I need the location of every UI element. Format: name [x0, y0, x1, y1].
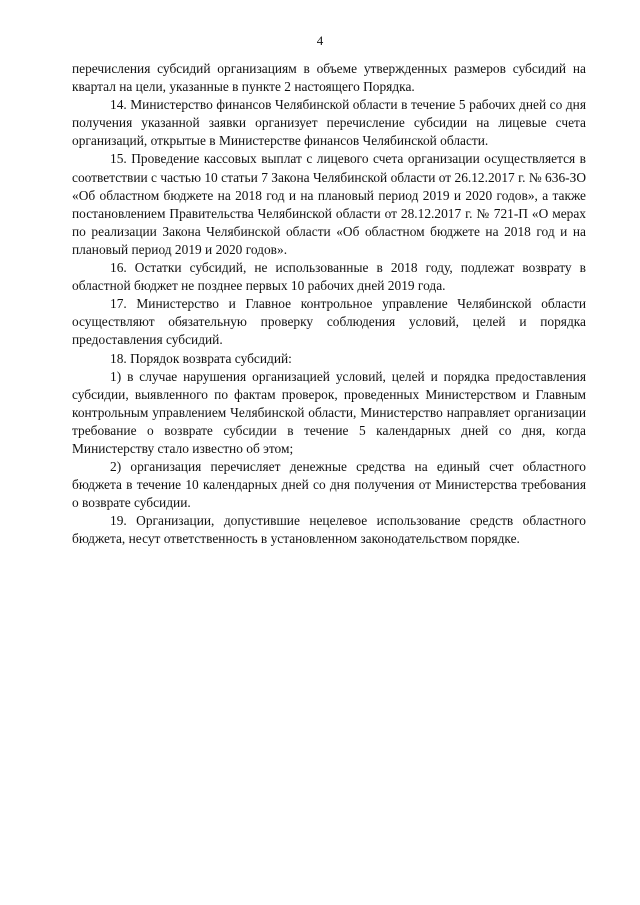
- paragraph-18-item-1: 1) в случае нарушения организацией условий, целей и порядка предоставления субсидии, выявленного по фактам проверок, проведенных Министерством и Главным контрольным управлением Челябинской области, Министерство направляет организации требование о возврате субсидии в течение 5 календарных дней со дня, когда Министерству стало известно об этом;: [72, 368, 586, 456]
- paragraph-18: 18. Порядок возврата субсидий:: [110, 350, 292, 366]
- paragraph-16: 16. Остатки субсидий, не использованные в 2018 году, подлежат возврату в областной бюджет не позднее первых 10 рабочих дней 2019 года.: [72, 260, 586, 294]
- paragraph-14: 14. Министерство финансов Челябинской области в течение 5 рабочих дней со дня получения указанной заявки организует перечисление субсидии на лицевые счета организаций, открытые в Министерстве финансов Челябинской области.: [72, 97, 586, 149]
- document-body: [72, 60, 586, 549]
- paragraph-continuation: перечисления субсидий организациям в объеме утвержденных размеров субсидий на квартал на цели, указанные в пункте 2 настоящего Порядка.: [72, 61, 586, 95]
- paragraph-18-item-2: 2) организация перечисляет денежные средства на единый счет областного бюджета в течение 10 календарных дней со дня получения от Министерства требования о возврате субсидии.: [72, 459, 586, 511]
- paragraph-19: 19. Организации, допустившие нецелевое использование средств областного бюджета, несут ответственность в установленном законодательством порядке.: [72, 513, 586, 547]
- paragraph-15: 15. Проведение кассовых выплат с лицевого счета организации осуществляется в соответствии с частью 10 статьи 7 Закона Челябинской области от 26.12.2017 г. № 636-ЗО «Об областном бюджете на 2018 год и на плановый период 2019 и 2020 годов», а также постановлением Правительства Челябинской области от 28.12.2017 г. № 721-П «О мерах по реализации Закона Челябинской области «Об областном бюджете на 2018 год и на плановый период 2019 и 2020 годов».: [72, 151, 586, 257]
- page-number: 4: [316, 33, 324, 48]
- paragraph-17: 17. Министерство и Главное контрольное управление Челябинской области осуществляют обязательную проверку соблюдения условий, целей и порядка предоставления субсидий.: [72, 296, 586, 348]
